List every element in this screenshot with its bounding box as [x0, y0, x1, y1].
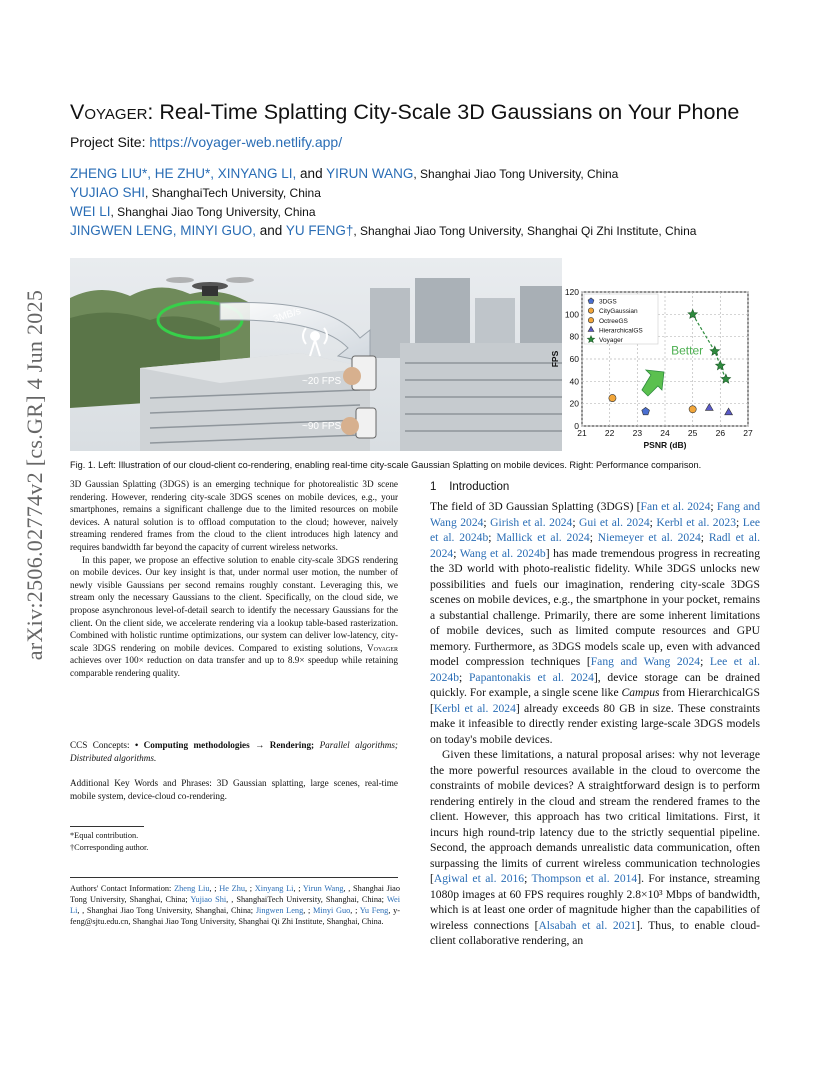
arxiv-stamp — [22, 289, 48, 661]
intro-text: ] already exceeds 80 GB in size. These constraints make it infeasible to directly render existing large-scale 3DGS models on today's mobile devices. — [430, 701, 760, 746]
x-tick-label: 24 — [660, 428, 670, 438]
intro-text: ; — [649, 515, 657, 529]
author-link[interactable]: Yirun Wang — [302, 884, 344, 893]
y-tick-label: 0 — [574, 421, 579, 431]
y-tick-label: 100 — [564, 309, 579, 320]
author-last: YU FENG† — [285, 223, 354, 238]
citation-link[interactable]: Kerbl et al. 2024 — [433, 701, 516, 715]
keywords: Additional Key Words and Phrases: 3D Gaussian splatting, large scenes, real-time mobile system, device-cloud co-rendering. — [70, 778, 398, 801]
citation-link[interactable]: Fan et al. 2024 — [640, 500, 711, 513]
citation-link[interactable]: Wang et al. 2024b — [459, 546, 546, 560]
author-and: and — [296, 166, 327, 181]
contact-information — [70, 883, 400, 927]
abstract-text: achieves over 100× reduction on data transfer and up to 8.9× speedup while retaining comparable rendering quality. — [70, 655, 398, 678]
author-names: JINGWEN LENG, MINYI GUO, — [70, 223, 257, 238]
footnote-equal: *Equal contribution. — [70, 831, 139, 840]
performance-chart — [548, 284, 760, 456]
abstract-text: In this paper, we propose an effective solution to enable city-scale 3DGS rendering on mobile devices. Our key insight is that, under normal user motion, the number of newly visible Gaussians per second remains roughly constant. Leveraging this, we stream only the necessary Gaussians to the client. Specifically, on the cloud side, we propose asynchronous level-of-detail search to identify the necessary Gaussians for the client. On the client side, we accelerate rendering via a lookup table-based rasterization. Combined with holistic runtime optimizations, our system can deliver low-latency, city-scale 3DGS rendering on mobile devices. Compared to existing solutions, — [70, 554, 398, 653]
abstract-paragraph-2 — [70, 554, 398, 680]
x-axis-label: PSNR (dB) — [643, 440, 687, 450]
author-link[interactable]: Minyi Guo — [313, 906, 351, 915]
contact-sep: , , Shanghai Jiao Tong University, Shanghai, China; — [70, 884, 400, 904]
system-name: Voyager — [367, 642, 398, 653]
intro-text: ; — [524, 872, 532, 885]
citation-link[interactable]: Papantonakis et al. 2024 — [468, 670, 594, 684]
contact-sep: , ; — [350, 906, 360, 915]
author-last: YIRUN WANG — [326, 166, 414, 181]
citation-link[interactable]: Fang and Wang 2024 — [430, 500, 760, 529]
better-annotation: Better — [671, 343, 704, 358]
x-tick-label: 25 — [687, 428, 698, 438]
section-heading — [430, 481, 509, 493]
citation-link[interactable]: Thompson et al. 2014 — [531, 872, 638, 885]
fps-high-label: ~90 FPS — [302, 421, 342, 432]
project-site-link[interactable]: https://voyager-web.netlify.app/ — [149, 134, 343, 150]
intro-text: ; — [458, 670, 469, 684]
citation-link[interactable]: Lee et al. 2024b — [430, 515, 761, 544]
intro-text: ; — [453, 546, 460, 560]
intro-text: The field of 3D Gaussian Splatting (3DGS) [ — [430, 500, 641, 513]
contact-sep: , ; — [209, 884, 220, 893]
legend-entry: OctreeGS — [599, 317, 628, 325]
author-line-1 — [70, 166, 618, 181]
fps-low-label: ~20 FPS — [302, 376, 342, 387]
author-affiliation: , Shanghai Jiao Tong University, China — [413, 167, 619, 181]
y-tick-label: 120 — [564, 287, 579, 297]
abstract-paragraph-1: 3D Gaussian Splatting (3DGS) is an emerging technique for photorealistic 3D scene rendering. However, rendering city-scale 3DGS scenes on mobile devices, e.g., your smartphones, remains a significant challenge due to the limited resources on mobile devices. A natural solution is to offload computation to the cloud; however, naively streaming rendered frames from the cloud to the client introduces high latency and requires bandwidth far beyond the capacity of current wireless networks. — [70, 479, 398, 552]
data-point — [689, 406, 696, 413]
contact-sep: , ; — [293, 884, 303, 893]
author-link[interactable]: Wei Li — [70, 895, 401, 915]
citation-link[interactable]: Alsabah et al. 2021 — [538, 918, 637, 932]
author-affiliation: , Shanghai Jiao Tong University, China — [110, 205, 316, 219]
author-line-4 — [70, 223, 696, 238]
x-tick-label: 27 — [743, 428, 753, 438]
citation-link[interactable]: Mallick et al. 2024 — [496, 531, 590, 544]
ccs-primary: • Computing methodologies → Rendering; — [135, 740, 315, 750]
intro-text: ; — [483, 515, 491, 529]
author-names: YUJIAO SHI — [70, 185, 146, 200]
section-number: 1 — [430, 481, 437, 493]
y-axis-label: FPS — [550, 350, 560, 368]
author-link[interactable]: Xinyang Li — [254, 884, 294, 893]
citation-link[interactable]: Radl et al. 2024 — [430, 531, 761, 560]
intro-text: ; — [589, 531, 598, 544]
intro-text: ; — [700, 655, 710, 668]
legend-marker — [588, 308, 593, 313]
arxiv-stamp-text: arXiv:2506.02774v2 [cs.GR] 4 Jun 2025 — [22, 289, 47, 661]
author-line-2 — [70, 185, 321, 200]
y-tick-label: 20 — [569, 398, 579, 409]
author-link[interactable]: Yu Feng — [359, 906, 389, 915]
intro-text: ; — [710, 500, 717, 513]
system-name: Voyager — [70, 100, 148, 124]
author-and: and — [256, 223, 286, 238]
contact-sep: , ; — [303, 906, 314, 915]
author-link[interactable]: He Zhu — [219, 884, 246, 893]
intro-text: ; — [488, 531, 497, 544]
performance-scatter — [548, 284, 760, 456]
x-tick-label: 23 — [632, 428, 643, 438]
author-names: WEI LI — [70, 204, 111, 219]
contact-sep: , ; — [245, 884, 255, 893]
intro-italic: Campus — [621, 686, 660, 699]
legend-entry: 3DGS — [599, 298, 617, 306]
ccs-label: CCS Concepts: — [70, 740, 135, 750]
legend-marker — [588, 317, 593, 322]
ccs-secondary: Parallel algorithms; Distributed algorithms. — [70, 740, 398, 763]
y-tick-label: 80 — [569, 331, 579, 342]
contact-rule — [70, 877, 398, 878]
intro-text: ; — [700, 531, 709, 544]
y-tick-label: 60 — [569, 354, 579, 364]
intro-text: ], device storage can be drained quickly. For example, a single scene like — [430, 670, 760, 699]
author-line-3 — [70, 204, 316, 219]
legend-entry: HierarchicalGS — [599, 327, 643, 335]
intro-text: from HierarchicalGS [ — [430, 686, 760, 715]
citation-link[interactable]: Gui et al. 2024 — [579, 515, 650, 529]
footnote-corresponding: †Corresponding author. — [70, 843, 149, 852]
project-site — [70, 134, 342, 150]
contact-prefix: Authors' Contact Information: — [70, 884, 175, 893]
title-rest: : Real-Time Splatting City-Scale 3D Gaussians on Your Phone — [147, 100, 740, 124]
figure-illustration — [70, 258, 562, 451]
legend-entry: Voyager — [599, 337, 623, 344]
footnote-rule — [70, 826, 144, 827]
intro-text: Given these limitations, a natural proposal arises: why not leverage the more powerful resources available in the cloud to overcome the constraints of mobile devices? A straightforward design is to perform rendering entirely in the cloud and stream the rendered frames to the client. However, this approach has two critical limitations. First, it incurs high round-trip latency due to the strictly sequential pipeline. Second, the approach demands unrealistic data communication, often surpassing the limits of current wireless communication technologies [ — [430, 748, 760, 885]
y-tick-label: 40 — [569, 376, 579, 387]
intro-paragraph-1 — [430, 499, 760, 747]
x-tick-label: 22 — [604, 428, 615, 438]
author-affiliation: , Shanghai Jiao Tong University, Shanghai Qi Zhi Institute, China — [353, 224, 697, 238]
figure-caption: Fig. 1. Left: Illustration of our cloud-client co-rendering, enabling real-time city-scale Gaussian Splatting on mobile devices. Right: Performance comparison. — [70, 460, 702, 470]
citation-link[interactable]: Lee et al. 2024b — [430, 655, 761, 684]
author-link[interactable]: Yujiao Shi — [190, 895, 227, 904]
intro-text: ; — [572, 515, 580, 529]
x-tick-label: 26 — [715, 428, 726, 438]
bandwidth-label: 3MB/s — [271, 305, 303, 326]
citation-link[interactable]: Girish et al. 2024 — [490, 515, 573, 529]
ccs-concepts — [70, 739, 398, 764]
x-tick-label: 21 — [577, 428, 587, 438]
project-site-label: Project Site: — [70, 134, 150, 150]
legend-entry: CityGaussian — [599, 308, 638, 316]
citation-link[interactable]: Kerbl et al. 2023 — [656, 515, 736, 529]
author-link[interactable]: Zheng Liu — [174, 884, 210, 893]
citation-link[interactable]: Fang and Wang 2024 — [590, 655, 701, 668]
abstract — [70, 478, 398, 680]
author-affiliation: , ShanghaiTech University, China — [145, 186, 321, 200]
intro-paragraph-2 — [430, 747, 760, 949]
data-point — [609, 394, 616, 401]
section-title: Introduction — [449, 481, 510, 493]
introduction — [430, 499, 760, 949]
intro-text: ]. Thus, to enable cloud-client collaborative rendering, an — [430, 918, 760, 947]
paper-title — [70, 100, 739, 125]
author-names: ZHENG LIU*, HE ZHU*, XINYANG LI, — [70, 166, 297, 181]
intro-text: ]. For instance, streaming 1080p images at 60 FPS requires roughly 2.8×10³ Mbps of bandwidth, which is at least one order of magnitude higher than the capabilities of wireless connections [ — [430, 872, 760, 932]
contact-sep: , , ShanghaiTech University, Shanghai, China; — [226, 895, 387, 904]
contact-sep: , , Shanghai Jiao Tong University, Shanghai, China; — [77, 906, 256, 915]
citation-link[interactable]: Agiwal et al. 2016 — [433, 872, 525, 885]
citation-link[interactable]: Niemeyer et al. 2024 — [597, 531, 701, 544]
author-link[interactable]: Jingwen Leng — [255, 906, 304, 915]
contact-sep: , y-feng@sjtu.edu.cn, Shanghai Jiao Tong University, Shanghai Qi Zhi Institute, Shanghai, China. — [70, 906, 401, 926]
intro-text: ] has made tremendous progress in recreating the 3D world with photo-realistic fidelity. While 3DGS unlocks new possibilities and fuels our imagination, rendering city-scale 3DGS scenes on mobile devices, e.g., the smartphone in your pocket, remains a substantial challenge. Primarily, there are some inherent limitations of mobile devices, such as limited compute resources and GPU memory. Furthermore, as 3DGS models scale up, even with advanced model compression techniques [ — [430, 546, 760, 668]
intro-text: ; — [736, 515, 743, 529]
